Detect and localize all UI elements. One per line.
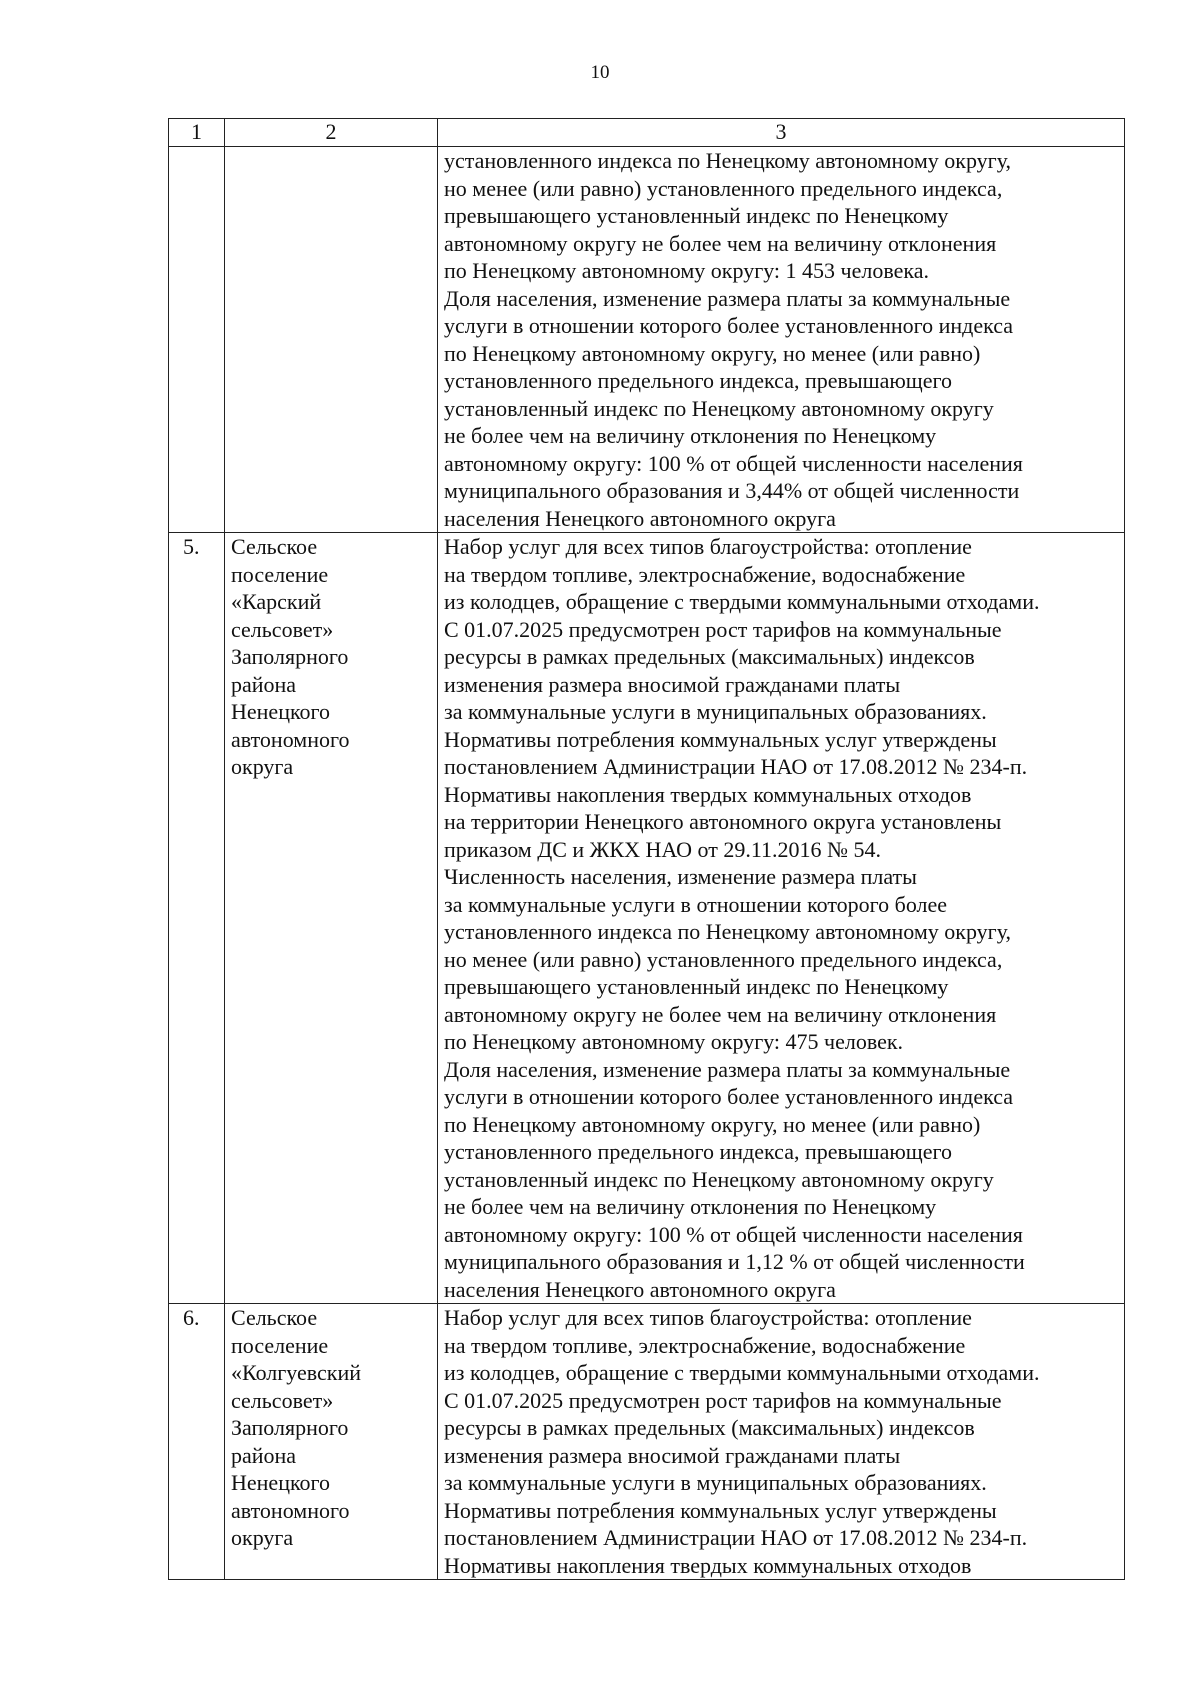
settlement-name-line: Заполярного (231, 1415, 349, 1440)
settlement-name-line: поселение (231, 561, 329, 587)
settlement-name-line: «Колгуевский (231, 1360, 362, 1385)
description-cell (438, 533, 1125, 1304)
settlement-name-cell (225, 147, 438, 533)
description-line: по Ненецкому автономному округу, но менее (или равно) (444, 1111, 981, 1137)
description-line: Доля населения, изменение размера платы за коммунальные (444, 285, 1011, 311)
settlement-name-line: Ненецкого (231, 699, 331, 724)
description-line: постановлением Администрации НАО от 17.08.2012 № 234-п. (444, 754, 1028, 779)
settlement-name-cell (225, 533, 438, 1304)
description-line: ресурсы в рамках предельных (максимальных) индексов (444, 1415, 975, 1440)
header-cell-1: 1 (169, 119, 225, 147)
description-line: установленный индекс по Ненецкому автономному округу (444, 1166, 994, 1192)
description-line: Набор услуг для всех типов благоустройства: отопление (444, 1305, 972, 1330)
description-line: Нормативы накопления твердых коммунальных отходов (444, 1552, 972, 1578)
description-line: установленный индекс по Ненецкому автономному округу (444, 395, 994, 421)
description-line: за коммунальные услуги в отношении которого более (444, 891, 948, 917)
table-row (169, 533, 1125, 1304)
description-line: Доля населения, изменение размера платы за коммунальные (444, 1056, 1011, 1082)
header-cell-2: 2 (225, 119, 438, 147)
description-line: Нормативы потребления коммунальных услуг утверждены (444, 1497, 997, 1523)
settlement-name-line: сельсовет» (231, 616, 334, 642)
description-line: изменения размера вносимой гражданами платы (444, 1442, 901, 1468)
description-line: Численность населения, изменение размера платы (444, 864, 917, 889)
description-line: автономному округу не более чем на величину отклонения (444, 1001, 997, 1027)
settlement-name-line: автономного (231, 726, 350, 752)
description-line: муниципального образования и 3,44% от общей численности (444, 478, 1020, 503)
settlement-name-line: Заполярного (231, 644, 349, 669)
description-line: по Ненецкому автономному округу: 1 453 человека. (444, 258, 929, 283)
settlement-name-cell (225, 1304, 438, 1580)
row-number-cell: 5. (169, 533, 225, 1304)
description-line: из колодцев, обращение с твердыми коммунальными отходами. (444, 589, 1040, 614)
description-line: постановлением Администрации НАО от 17.08.2012 № 234-п. (444, 1525, 1028, 1550)
settlement-name-line: округа (231, 1525, 294, 1550)
description-line: на территории Ненецкого автономного округа установлены (444, 809, 1002, 834)
settlement-name-line: района (231, 671, 297, 697)
settlement-name-line: поселение (231, 1332, 329, 1358)
description-line: населения Ненецкого автономного округа (444, 505, 836, 531)
description-line: автономному округу не более чем на величину отклонения (444, 230, 997, 256)
description-line: за коммунальные услуги в муниципальных образованиях. (444, 699, 987, 724)
description-line: Нормативы накопления твердых коммунальных отходов (444, 781, 972, 807)
settlement-name-line: автономного (231, 1497, 350, 1523)
description-line: услуги в отношении которого более установленного индекса (444, 1084, 1014, 1109)
description-line: на твердом топливе, электроснабжение, водоснабжение (444, 1332, 966, 1358)
description-line: С 01.07.2025 предусмотрен рост тарифов на коммунальные (444, 1387, 1002, 1413)
description-line: услуги в отношении которого более установленного индекса (444, 313, 1014, 338)
description-line: изменения размера вносимой гражданами платы (444, 671, 901, 697)
document-table (168, 118, 1125, 1580)
description-line: установленного предельного индекса, превышающего (444, 368, 952, 393)
description-line: из колодцев, обращение с твердыми коммунальными отходами. (444, 1360, 1040, 1385)
table-row (169, 1304, 1125, 1580)
description-cell (438, 147, 1125, 533)
settlement-name-line: Сельское (231, 534, 318, 559)
table-row (169, 147, 1125, 533)
description-line: на твердом топливе, электроснабжение, водоснабжение (444, 561, 966, 587)
description-line: С 01.07.2025 предусмотрен рост тарифов на коммунальные (444, 616, 1002, 642)
description-line: Нормативы потребления коммунальных услуг утверждены (444, 726, 997, 752)
row-number-cell: 6. (169, 1304, 225, 1580)
description-line: не более чем на величину отклонения по Ненецкому (444, 1194, 937, 1219)
description-line: по Ненецкому автономному округу: 475 человек. (444, 1029, 904, 1054)
description-line: автономному округу: 100 % от общей численности населения (444, 1221, 1023, 1247)
description-line: превышающего установленный индекс по Ненецкому (444, 974, 949, 999)
table-header-row (169, 119, 1125, 147)
description-line: установленного индекса по Ненецкому автономному округу, (444, 148, 1012, 173)
description-line: установленного индекса по Ненецкому автономному округу, (444, 919, 1012, 944)
description-line: автономному округу: 100 % от общей численности населения (444, 450, 1023, 476)
settlement-name-line: района (231, 1442, 297, 1468)
header-cell-3: 3 (438, 119, 1125, 147)
description-line: ресурсы в рамках предельных (максимальных) индексов (444, 644, 975, 669)
description-line: но менее (или равно) установленного предельного индекса, (444, 175, 1003, 201)
description-line: приказом ДС и ЖКХ НАО от 29.11.2016 № 54. (444, 836, 882, 862)
row-number-cell (169, 147, 225, 533)
page-number: 10 (590, 62, 610, 83)
description-line: не более чем на величину отклонения по Ненецкому (444, 423, 937, 448)
description-line: но менее (или равно) установленного предельного индекса, (444, 946, 1003, 972)
description-line: по Ненецкому автономному округу, но менее (или равно) (444, 340, 981, 366)
description-line: Набор услуг для всех типов благоустройства: отопление (444, 534, 972, 559)
settlement-name-line: «Карский (231, 589, 322, 614)
description-line: установленного предельного индекса, превышающего (444, 1139, 952, 1164)
description-line: за коммунальные услуги в муниципальных образованиях. (444, 1470, 987, 1495)
description-cell (438, 1304, 1125, 1580)
description-line: муниципального образования и 1,12 % от общей численности (444, 1249, 1025, 1274)
settlement-name-line: Сельское (231, 1305, 318, 1330)
description-line: населения Ненецкого автономного округа (444, 1276, 836, 1302)
settlement-name-line: округа (231, 754, 294, 779)
settlement-name-line: Ненецкого (231, 1470, 331, 1495)
description-line: превышающего установленный индекс по Ненецкому (444, 203, 949, 228)
settlement-name-line: сельсовет» (231, 1387, 334, 1413)
